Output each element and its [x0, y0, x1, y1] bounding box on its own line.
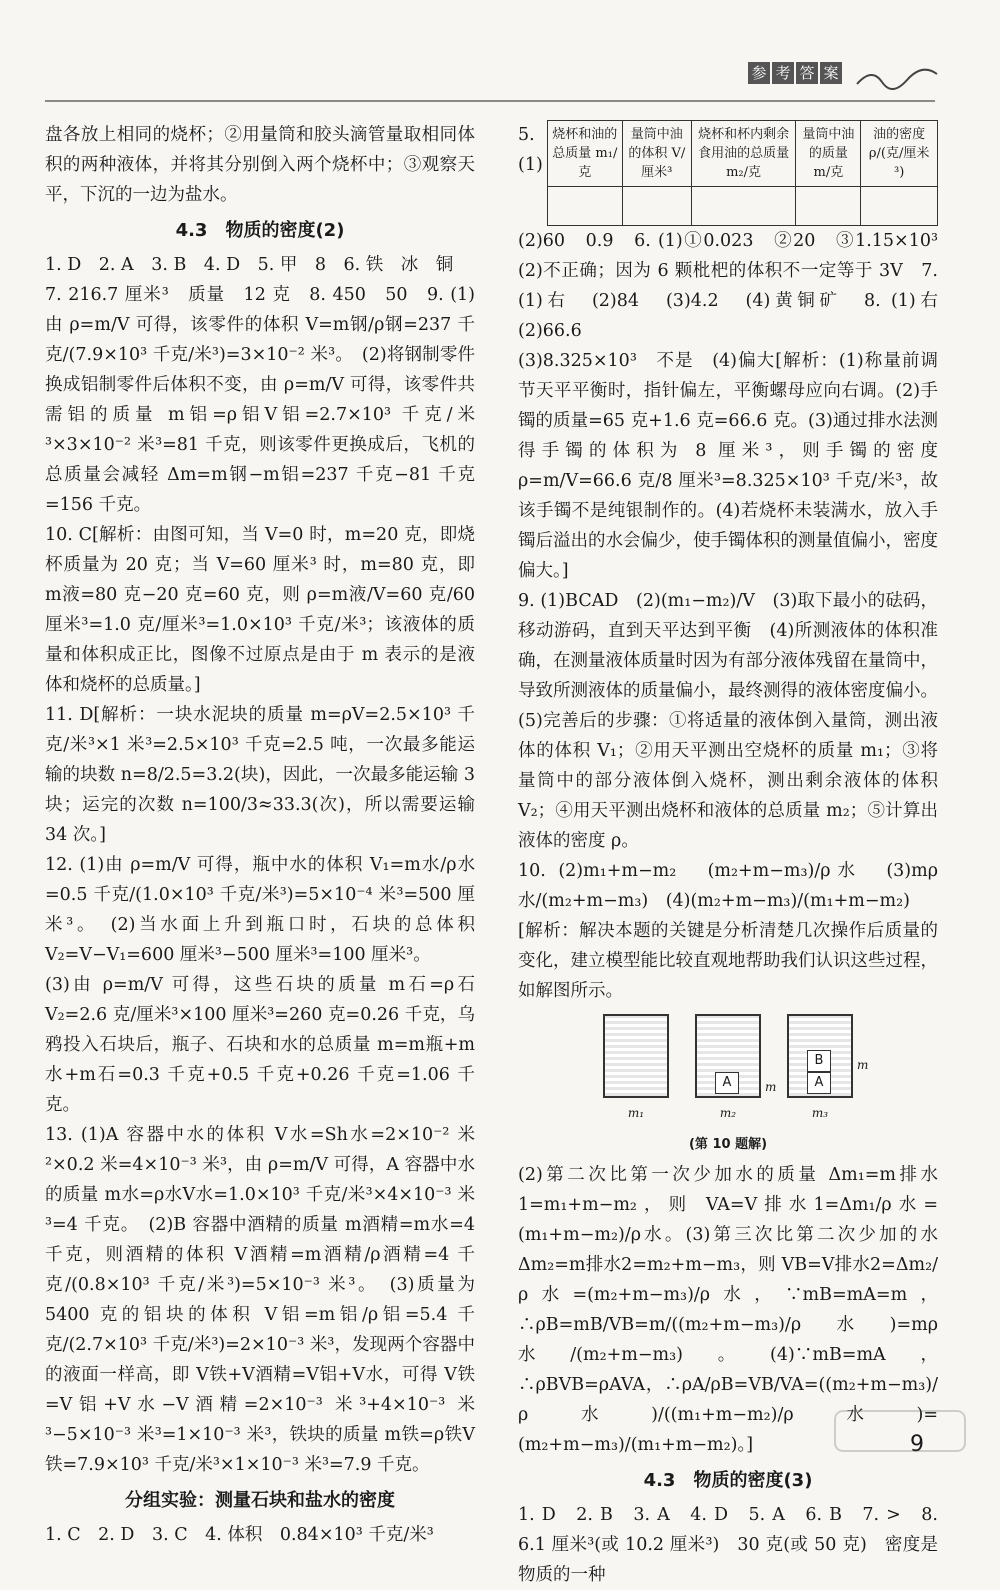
right-para-8: 1. D 2. B 3. A 4. D 5. A 6. B 7. > 8. 6.1 厘米³(或 10.2 厘米³) 30 克(或 50 克) 密度是物质的一种 [518, 1505, 938, 1585]
table-cell [547, 187, 622, 226]
table-cell [861, 187, 938, 226]
left-para-2: 7. 216.7 厘米³ 质量 12 克 8. 450 50 9. (1)由 ρ=m/V 可得，该零件的体积 V=m钢/ρ钢=237 千克/(7.9×10³ 千克/米³)=3×10⁻² 米³。 (2)将钢制零件换成铝制零件后体积不变，由 ρ=m/V 可得，该零件共需铝的质量 m铝=ρ铝V铝=2.7×10³ 千克/米³×3×10⁻² 米³=81 千克，则该零件更换成后，飞机的总质量会减轻 Δm=m钢−m铝=237 千克−81 千克=156 千克。 [45, 285, 475, 515]
table-cell [691, 187, 796, 226]
table-cell [796, 187, 861, 226]
beaker-3 [787, 1014, 869, 1128]
block-a: A [715, 1072, 739, 1094]
header-char-2: 考 [772, 62, 794, 84]
section-heading-group-experiment: 分组实验：测量石块和盐水的密度 [125, 1490, 395, 1511]
beaker-3-body [787, 1014, 853, 1098]
beaker-1-label: m₁ [627, 1106, 645, 1120]
left-para-1: 1. D 2. A 3. B 4. D 5. 甲 8 6. 铁 冰 铜 [45, 255, 454, 275]
table-header-cell: 量筒中油的体积 V/厘米³ [622, 121, 691, 187]
block-b-mass-label: m [857, 1058, 869, 1072]
header-char-3: 答 [796, 62, 818, 84]
header-badge [748, 62, 842, 84]
table-header-cell: 烧杯和油的总质量 m₁/克 [547, 121, 622, 187]
q10-figure [518, 1014, 938, 1128]
right-para-4: (5)完善后的步骤：①将适量的液体倒入量筒，测出液体的体积 V₁；②用天平测出空烧杯的质量 m₁；③将量筒中的部分液体倒入烧杯，测出剩余液体的体积 V₂；④用天平测出烧杯和液体的总质量 m₂；⑤计算出液体的密度 ρ。 [518, 711, 938, 851]
table-row [547, 187, 937, 226]
left-para-4: 11. D[解析：一块水泥块的质量 m=ρV=2.5×10³ 千克/米³×1 米³=2.5×10³ 千克=2.5 吨，一次最多能运输的块数 n=8/2.5=3.2(块)，因此，一次最多能运输 3 块；运完的次数 n=100/3≈33.3(次)，所以需要运输 34 次。] [45, 705, 475, 845]
page-number: 9 [910, 1432, 924, 1457]
figure-caption: (第 10 题解) [688, 1137, 768, 1152]
oil-density-table [547, 120, 938, 226]
right-column [518, 120, 956, 1590]
left-para-6: (3)由 ρ=m/V 可得，这些石块的质量 m石=ρ石V₂=2.6 克/厘米³×100 厘米³=260 克=0.26 千克，乌鸦投入石块后，瓶子、石块和水的总质量 m=m瓶+m水+m石=0.3 千克+0.5 千克+0.26 千克=1.06 千克。 [45, 975, 475, 1115]
table-header-cell: 油的密度 ρ/(克/厘米³) [861, 121, 938, 187]
left-para-5: 12. (1)由 ρ=m/V 可得，瓶中水的体积 V₁=m水/ρ水=0.5 千克/(1.0×10³ 千克/米³)=5×10⁻⁴ 米³=500 厘米³。 (2)当水面上升到瓶口时，石块的总体积 V₂=V−V₁=600 厘米³−500 厘米³=100 厘米³。 [45, 855, 475, 965]
q5-label: 5. (1) [518, 125, 543, 175]
beaker-1 [603, 1014, 669, 1128]
right-para-7: (2)第二次比第一次少加水的质量 Δm₁=m排水1=m₁+m−m₂，则 VA=V排水1=Δm₁/ρ水=(m₁+m−m₂)/ρ水。(3)第三次比第二次少加的水 Δm₂=m排水2=m₂+m−m₃，则 VB=V排水2=Δm₂/ρ水=(m₂+m−m₃)/ρ水，∵mB=mA=m，∴ρB=mB/VB=m/((m₂+m−m₃)/ρ水)=mρ水/(m₂+m−m₃)。(4)∵mB=mA，∴ρBVB=ρAVA，∴ρA/ρB=VB/VA=((m₂+m−m₃)/ρ水)/((m₁+m−m₂)/ρ水)=(m₂+m−m₃)/(m₁+m−m₂)。] [518, 1165, 938, 1455]
section-heading-density-3: 4.3 物质的密度(3) [643, 1470, 813, 1491]
block-b: B [807, 1050, 831, 1072]
beaker-2-label: m₂ [719, 1106, 737, 1120]
header-rule [45, 100, 935, 102]
right-para-3: 9. (1)BCAD (2)(m₁−m₂)/V (3)取下最小的砝码，移动游码，直到天平达到平衡 (4)所测液体的体积准确，在测量液体质量时因为有部分液体残留在量筒中，导致所测液体的质量偏小，最终测得的液体密度偏小。 [518, 591, 938, 701]
table-cell [622, 187, 691, 226]
header-char-4: 案 [820, 62, 842, 84]
table-header-cell: 烧杯和杯内剩余食用油的总质量 m₂/克 [691, 121, 796, 187]
beaker-2-body [695, 1014, 761, 1098]
header-char-1: 参 [748, 62, 770, 84]
right-para-2: (3)8.325×10³ 不是 (4)偏大[解析：(1)称量前调节天平平衡时，指针偏左，平衡螺母应向右调。(2)手镯的质量=65 克+1.6 克=66.6 克。(3)通过排水法测得手镯的体积为 8 厘米³，则手镯的密度 ρ=m/V=66.6 克/8 厘米³=8.325×10³ 千克/米³，故该手镯不是纯银制作的。(4)若烧杯未装满水，放入手镯后溢出的水会偏少，使手镯体积的测量值偏小，密度偏大。] [518, 351, 938, 581]
left-column [45, 120, 475, 1550]
watermark-logo-icon [830, 1401, 970, 1461]
header-decoration-icon [852, 62, 942, 92]
block-a-stacked: A [807, 1072, 831, 1094]
left-para-8: 1. C 2. D 3. C 4. 体积 0.84×10³ 千克/米³ [45, 1525, 434, 1545]
block-a-mass-label: m [765, 1080, 777, 1094]
right-para-5: 10. (2)m₁+m−m₂ (m₂+m−m₃)/ρ水 (3)mρ水/(m₂+m−m₃) (4)(m₂+m−m₃)/(m₁+m−m₂) [518, 861, 938, 911]
right-para-1: (2)60 0.9 6. (1)①0.023 ②20 ③1.15×10³ (2)不正确；因为 6 颗枇杷的体积不一定等于 3V 7. (1)右 (2)84 (3)4.2 (4)黄铜矿 8. (1)右 (2)66.6 [518, 231, 956, 341]
section-heading-density-2: 4.3 物质的密度(2) [175, 220, 345, 241]
beaker-3-label: m₃ [811, 1106, 829, 1120]
right-para-6: [解析：解决本题的关键是分析清楚几次操作后质量的变化，建立模型能比较直观地帮助我们认识这些过程，如解图所示。 [518, 921, 938, 1001]
left-para-3: 10. C[解析：由图可知，当 V=0 时，m=20 克，即烧杯质量为 20 克；当 V=60 厘米³ 时，m=80 克，即 m液=80 克−20 克=60 克，则 ρ=m液/V=60 克/60 厘米³=1.0 克/厘米³=1.0×10³ 千克/米³；该液体的质量和体积成正比，图像不过原点是由于 m 表示的是液体和烧杯的总质量。] [45, 525, 475, 695]
table-header-row [547, 121, 937, 187]
table-header-cell: 量筒中油的质量 m/克 [796, 121, 861, 187]
left-para-7: 13. (1)A 容器中水的体积 V水=Sh水=2×10⁻² 米²×0.2 米=4×10⁻³ 米³，由 ρ=m/V 可得，A 容器中水的质量 m水=ρ水V水=1.0×10³ 千克/米³×4×10⁻³ 米³=4 千克。 (2)B 容器中酒精的质量 m酒精=m水=4 千克，则酒精的体积 V酒精=m酒精/ρ酒精=4 千克/(0.8×10³ 千克/米³)=5×10⁻³ 米³。 (3)质量为 5400 克的铝块的体积 V铝=m铝/ρ铝=5.4 千克/(2.7×10³ 千克/米³)=2×10⁻³ 米³，发现两个容器中的液面一样高，即 V铁+V酒精=V铝+V水，可得 V铁=V铝+V水−V酒精=2×10⁻³ 米³+4×10⁻³ 米³−5×10⁻³ 米³=1×10⁻³ 米³，铁块的质量 m铁=ρ铁V铁=7.9×10³ 千克/米³×1×10⁻³ 米³=7.9 千克。 [45, 1125, 475, 1475]
left-para-0: 盘各放上相同的烧杯；②用量筒和胶头滴管量取相同体积的两种液体，并将其分别倒入两个烧杯中；③观察天平，下沉的一边为盐水。 [45, 125, 475, 205]
q5-table-block [518, 120, 938, 226]
beaker-1-body [603, 1014, 669, 1098]
beaker-2 [695, 1014, 777, 1128]
